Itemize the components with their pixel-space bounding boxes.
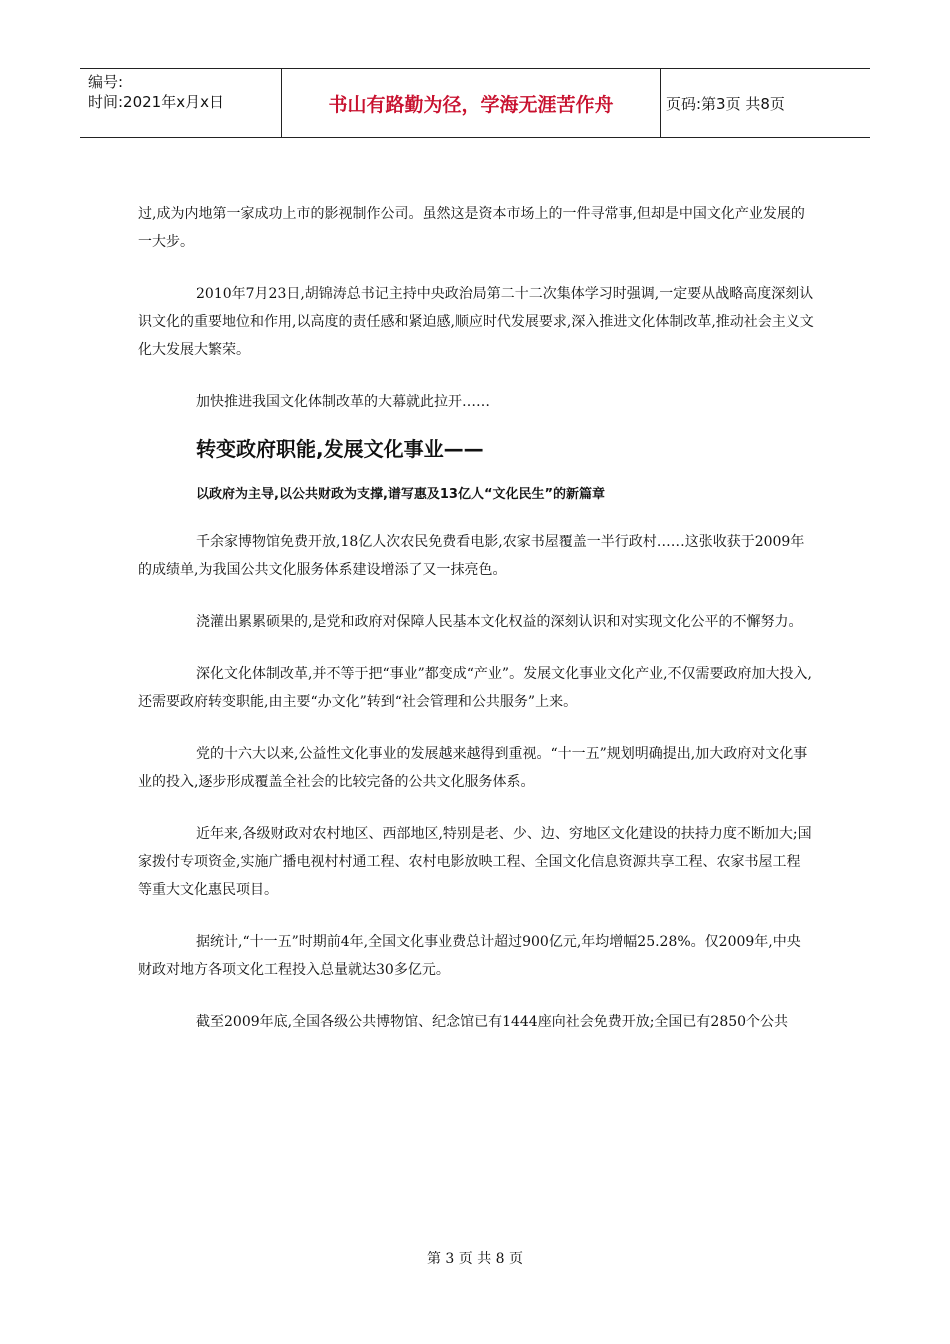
page-footer: 第 3 页 共 8 页 xyxy=(426,1251,524,1267)
paragraph: 2010年7月23日,胡锦涛总书记主持中央政治局第二十二次集体学习时强调,一定要从战略高度深刻认识文化的重要地位和作用,以高度的责任感和紧迫感,顺应时代发展要求,深入推进文化体制改革,推动社会主义文化大发展大繁荣。 xyxy=(138,286,814,358)
header-motto: 书山有路勤为径，学海无涯苦作舟 xyxy=(328,93,614,116)
section-subheading: 以政府为主导,以公共财政为支撑,谱写惠及13亿人“文化民生”的新篇章 xyxy=(196,487,606,502)
section-heading: 转变政府职能,发展文化事业—— xyxy=(196,437,484,461)
header-page-label: 页码:第3页 共8页 xyxy=(666,94,785,113)
paragraph: 千余家博物馆免费开放,18亿人次农民免费看电影,农家书屋覆盖一半行政村……这张收获于2009年的成绩单,为我国公共文化服务体系建设增添了又一抹亮色。 xyxy=(138,534,805,578)
document-header xyxy=(80,68,870,138)
header-page-cell xyxy=(660,69,870,137)
paragraph: 近年来,各级财政对农村地区、西部地区,特别是老、少、边、穷地区文化建设的扶持力度不断加大;国家拨付专项资金,实施广播电视村村通工程、农村电影放映工程、全国文化信息资源共享工程、农家书屋工程等重大文化惠民项目。 xyxy=(138,826,812,898)
document-date-label: 时间:2021年x月x日 xyxy=(88,93,224,111)
header-meta xyxy=(80,69,280,137)
paragraph: 深化文化体制改革,并不等于把“事业”都变成“产业”。发展文化事业文化产业,不仅需要政府加大投入,还需要政府转变职能,由主要“办文化”转到“社会管理和公共服务”上来。 xyxy=(138,666,812,710)
paragraph: 加快推进我国文化体制改革的大幕就此拉开…… xyxy=(196,394,490,410)
paragraph: 截至2009年底,全国各级公共博物馆、纪念馆已有1444座向社会免费开放;全国已有2850个公共 xyxy=(196,1014,789,1030)
document-body xyxy=(138,200,814,1036)
document-number-label: 编号: xyxy=(88,73,124,91)
paragraph: 据统计,“十一五”时期前4年,全国文化事业费总计超过900亿元,年均增幅25.28%。仅2009年,中央财政对地方各项文化工程投入总量就达30多亿元。 xyxy=(138,934,801,978)
paragraph: 浇灌出累累硕果的,是党和政府对保障人民基本文化权益的深刻认识和对实现文化公平的不懈努力。 xyxy=(196,614,803,630)
paragraph: 党的十六大以来,公益性文化事业的发展越来越得到重视。“十一五”规划明确提出,加大政府对文化事业的投入,逐步形成覆盖全社会的比较完备的公共文化服务体系。 xyxy=(138,746,808,790)
paragraph: 过,成为内地第一家成功上市的影视制作公司。虽然这是资本市场上的一件寻常事,但却是中国文化产业发展的一大步。 xyxy=(138,206,805,250)
header-motto-cell xyxy=(281,69,661,137)
